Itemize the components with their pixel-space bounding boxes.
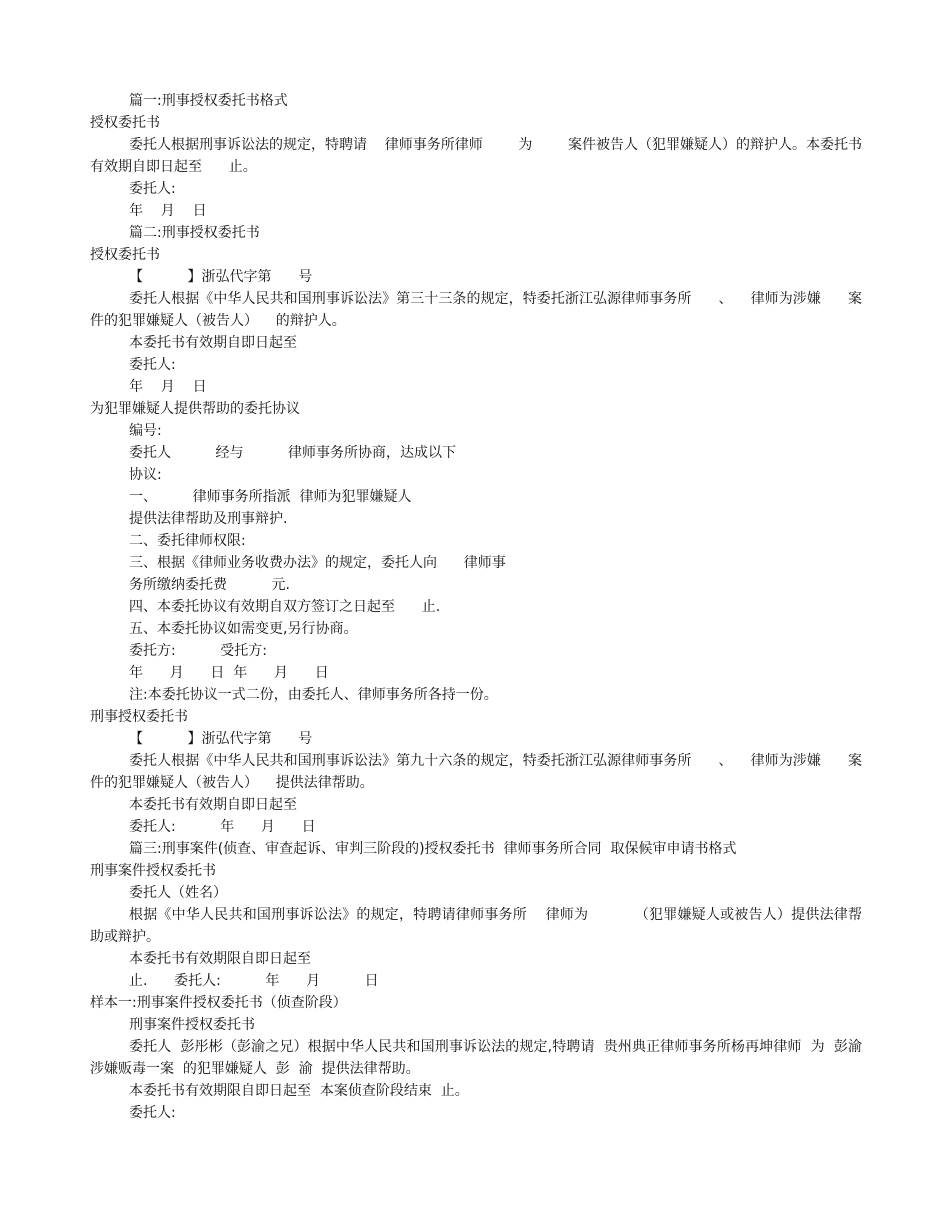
document-paragraph: 年 月 日 [129,379,207,395]
document-paragraph: 委托人根据刑事诉讼法的规定，特聘请 律师事务所律师 为 案件被告人（犯罪嫌疑人）的辩护人。本委托书有效期自即日起至 止。 [90,137,863,175]
document-paragraph: 编号: [129,423,162,439]
document-paragraph: 为犯罪嫌疑人提供帮助的委托协议 [90,401,300,417]
document-paragraph: 协议: [129,467,162,483]
document-paragraph: 篇三:刑事案件(侦查、审查起诉、审判三阶段的)授权委托书 律师事务所合同 取保候审申请书格式 [129,841,737,857]
document-paragraph: 委托人根据《中华人民共和国刑事诉讼法》第三十三条的规定，特委托浙江弘源律师事务所 、 律师为涉嫌 案件的犯罪嫌疑人（被告人） 的辩护人。 [90,291,862,329]
document-paragraph: 提供法律帮助及刑事辩护. [129,511,288,527]
document-paragraph: 刑事授权委托书 [90,709,188,725]
document-paragraph: 止. 委托人: 年 月 日 [129,973,379,989]
document-paragraph: 委托人根据《中华人民共和国刑事诉讼法》第九十六条的规定，特委托浙江弘源律师事务所 、 律师为涉嫌 案件的犯罪嫌疑人（被告人） 提供法律帮助。 [90,753,862,791]
document-paragraph: 二、委托律师权限: [129,533,246,549]
document-paragraph: 一、 律师事务所指派 律师为犯罪嫌疑人 [129,489,412,505]
document-paragraph: 刑事案件授权委托书 [129,1017,255,1033]
document-paragraph: 委托人: [129,357,176,373]
document-paragraph: 授权委托书 [90,247,160,263]
document-paragraph: 委托人（姓名） [129,885,227,901]
document-paragraph: 本委托书有效期限自即日起至 本案侦查阶段结束 止。 [129,1083,469,1099]
document-paragraph: 篇一:刑事授权委托书格式 [129,93,288,109]
document-paragraph: 授权委托书 [90,115,160,131]
document-paragraph: 根据《中华人民共和国刑事诉讼法》的规定，特聘请律师事务所 律师为 （犯罪嫌疑人或被告人）提供法律帮助或辩护。 [90,907,862,945]
document-paragraph: 样本一:刑事案件授权委托书（侦查阶段） [90,995,347,1011]
document-paragraph: 本委托书有效期自即日起至 [129,797,297,813]
document-paragraph: 委托方: 受托方: [129,643,267,659]
document-paragraph: 委托人: [129,181,176,197]
document-paragraph: 年 月 日 年 月 日 [129,665,329,681]
document-paragraph: 委托人 经与 律师事务所协商，达成以下 [129,445,457,461]
document-paragraph: 篇二:刑事授权委托书 [129,225,260,241]
document-paragraph: 本委托书有效期自即日起至 [129,335,297,351]
document-paragraph: 【 】浙弘代字第 号 [129,269,313,285]
document-paragraph: 务所缴纳委托费 元. [129,577,290,593]
document-paragraph: 五、本委托协议如需变更,另行协商。 [129,621,358,637]
document-body [90,90,862,1124]
document-paragraph: 刑事案件授权委托书 [90,863,216,879]
document-paragraph: 委托人 彭彤彬（彭渝之兄）根据中华人民共和国刑事诉讼法的规定,特聘请 贵州典正律师事务所杨再坤律师 为 彭渝涉嫌贩毒一案 的犯罪嫌疑人 彭 渝 提供法律帮助。 [90,1039,862,1077]
document-paragraph: 年 月 日 [129,203,207,219]
document-paragraph: 注:本委托协议一式二份，由委托人、律师事务所各持一份。 [129,687,498,703]
document-paragraph: 四、本委托协议有效期自双方签订之日起至 止. [129,599,441,615]
document-paragraph: 本委托书有效期限自即日起至 [129,951,311,967]
document-paragraph: 三、根据《律师业务收费办法》的规定，委托人向 律师事 [129,555,506,571]
document-paragraph: 【 】浙弘代字第 号 [129,731,313,747]
document-paragraph: 委托人: [129,1105,176,1121]
document-paragraph: 委托人: 年 月 日 [129,819,316,835]
